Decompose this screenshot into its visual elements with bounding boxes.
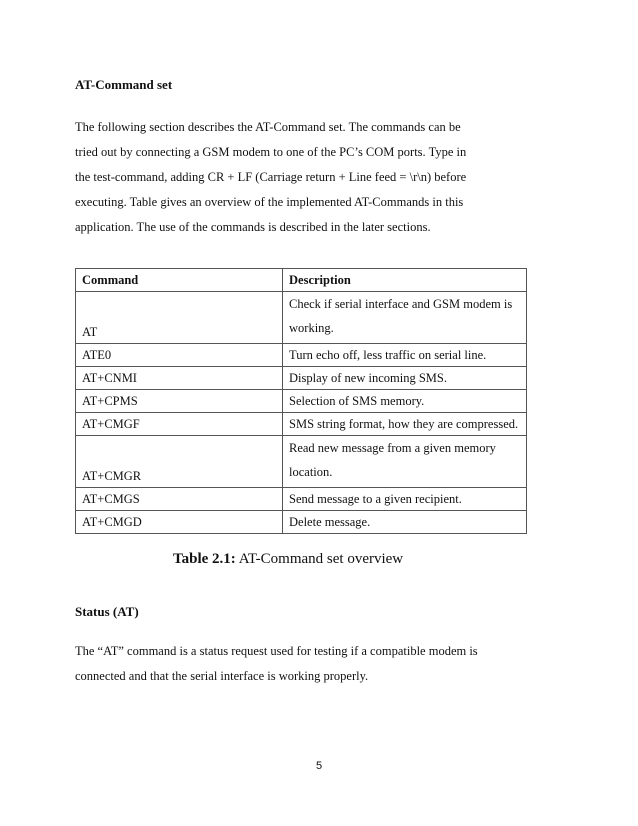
command-cell: AT+CMGS — [76, 488, 283, 511]
description-line: working. — [289, 321, 334, 335]
column-header-command: Command — [76, 269, 283, 292]
description-cell: Turn echo off, less traffic on serial line. — [283, 344, 527, 367]
command-cell: AT+CMGD — [76, 511, 283, 534]
paragraph-line: the test-command, adding CR + LF (Carriage return + Line feed = \r\n) before — [75, 170, 467, 184]
column-header-description: Description — [283, 269, 527, 292]
table-row — [76, 390, 527, 413]
table-row — [76, 436, 527, 488]
caption-title: AT-Command set overview — [235, 551, 404, 567]
paragraph-line: The “AT” command is a status request used for testing if a compatible modem is — [75, 644, 478, 658]
at-command-table — [75, 268, 527, 534]
command-cell: ATE0 — [76, 344, 283, 367]
command-cell: AT+CPMS — [76, 390, 283, 413]
table-header-row — [76, 269, 527, 292]
paragraph-line: application. The use of the commands is described in the later sections. — [75, 220, 431, 234]
paragraph-line: executing. Table gives an overview of the implemented AT-Commands in this — [75, 195, 464, 209]
paragraph-line: connected and that the serial interface is working properly. — [75, 669, 369, 683]
description-line: Check if serial interface and GSM modem is — [289, 297, 513, 311]
table-row — [76, 413, 527, 436]
command-cell: AT+CNMI — [76, 367, 283, 390]
section-heading-status: Status (AT) — [75, 604, 139, 619]
status-paragraph — [75, 639, 545, 689]
table-row — [76, 367, 527, 390]
table-caption-text — [173, 551, 403, 568]
table-row — [76, 488, 527, 511]
description-cell — [283, 436, 527, 488]
table-row — [76, 344, 527, 367]
command-cell: AT+CMGF — [76, 413, 283, 436]
command-cell: AT+CMGR — [76, 436, 283, 488]
description-cell: SMS string format, how they are compressed. — [283, 413, 527, 436]
description-cell: Selection of SMS memory. — [283, 390, 527, 413]
table-row — [76, 511, 527, 534]
description-line: location. — [289, 465, 333, 479]
description-line: Read new message from a given memory — [289, 441, 496, 455]
section-heading-at-command-set: AT-Command set — [75, 77, 173, 92]
table-row — [76, 292, 527, 344]
page-number: 5 — [315, 760, 323, 772]
description-cell: Send message to a given recipient. — [283, 488, 527, 511]
intro-paragraph — [75, 115, 545, 240]
description-cell: Display of new incoming SMS. — [283, 367, 527, 390]
caption-label: Table 2.1: — [173, 551, 236, 567]
paragraph-line: The following section describes the AT-Command set. The commands can be — [75, 120, 461, 134]
description-cell: Delete message. — [283, 511, 527, 534]
paragraph-line: tried out by connecting a GSM modem to one of the PC’s COM ports. Type in — [75, 145, 467, 159]
description-cell — [283, 292, 527, 344]
command-cell: AT — [76, 292, 283, 344]
